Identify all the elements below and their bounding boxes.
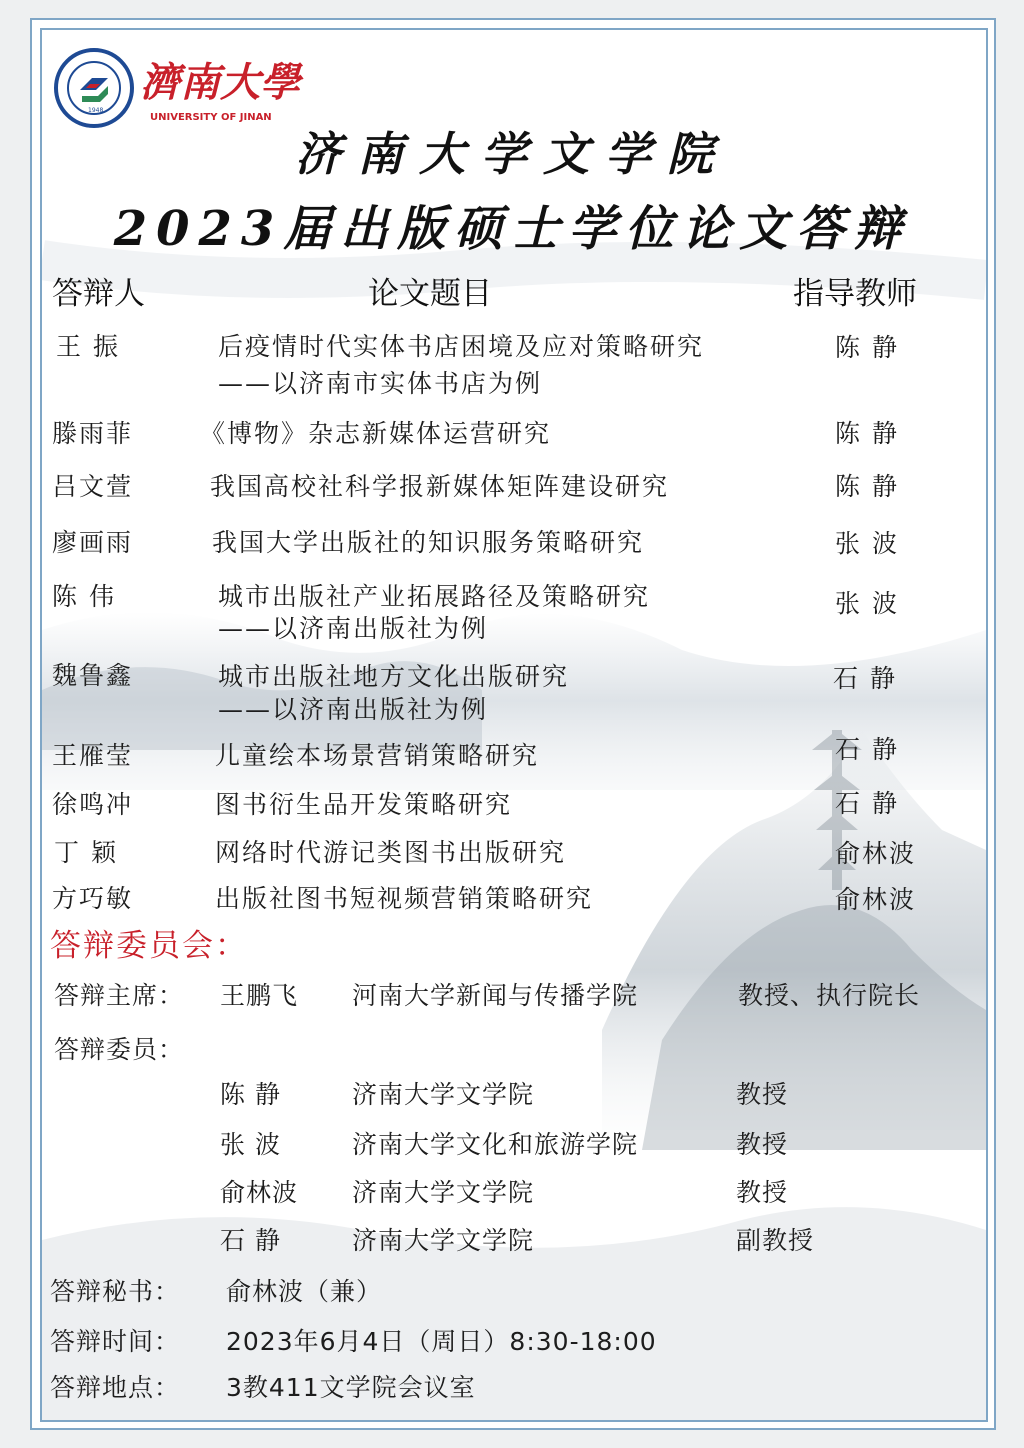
time-value: 2023年6月4日（周日）8:30-18:00 (226, 1327, 657, 1356)
thesis-title: 《博物》杂志新媒体运营研究 (200, 419, 552, 448)
logo-year: 1948 (88, 107, 104, 114)
member-name: 张 波 (220, 1130, 281, 1159)
chair-label: 答辩主席： (54, 981, 185, 1010)
thesis-name: 方巧敏 (52, 884, 134, 913)
header-advisor: 指导教师 (793, 276, 917, 312)
thesis-advisor: 陈 静 (835, 333, 899, 362)
thesis-advisor: 张 波 (835, 529, 899, 558)
member-org: 济南大学文学院 (352, 1178, 535, 1207)
member-org: 济南大学文学院 (352, 1226, 535, 1255)
thesis-name: 吕文萱 (52, 472, 134, 501)
thesis-advisor: 俞林波 (835, 885, 917, 914)
thesis-advisor: 石 静 (835, 735, 899, 764)
thesis-advisor: 张 波 (835, 589, 899, 618)
place-label: 答辩地点： (50, 1373, 181, 1402)
header-topic: 论文题目 (368, 276, 492, 312)
thesis-name: 廖画雨 (52, 528, 134, 557)
thesis-name: 王雁莹 (52, 741, 134, 770)
thesis-advisor: 陈 静 (835, 472, 899, 501)
thesis-title: 城市出版社产业拓展路径及策略研究 (218, 582, 651, 611)
member-name: 俞林波 (220, 1178, 299, 1207)
chair-role: 教授、执行院长 (738, 981, 921, 1010)
member-org: 济南大学文学院 (352, 1080, 535, 1109)
logo-calligraphy: 濟南大學 (140, 59, 300, 106)
member-org: 济南大学文化和旅游学院 (352, 1130, 639, 1159)
header-candidate: 答辩人 (52, 276, 145, 312)
committee-heading: 答辩委员会： (50, 928, 248, 964)
thesis-name: 滕雨菲 (52, 419, 134, 448)
thesis-name: 魏鲁鑫 (52, 661, 134, 690)
title-line-1: 济南大学文学院 (295, 127, 729, 181)
member-role: 教授 (736, 1080, 789, 1109)
thesis-name: 徐鸣冲 (52, 790, 134, 819)
thesis-title: 后疫情时代实体书店困境及应对策略研究 (218, 332, 705, 361)
thesis-advisor: 石 静 (833, 664, 897, 693)
title-line-2: 2023届出版硕士学位论文答辩 (113, 201, 911, 257)
thesis-advisor: 俞林波 (835, 839, 917, 868)
thesis-title: 城市出版社地方文化出版研究 (218, 662, 570, 691)
thesis-advisor: 陈 静 (835, 419, 899, 448)
thesis-subtitle: ——以济南出版社为例 (218, 614, 489, 643)
chair-org: 河南大学新闻与传播学院 (352, 981, 639, 1010)
member-role: 副教授 (736, 1226, 815, 1255)
members-label: 答辩委员： (54, 1035, 185, 1064)
chair-name: 王鹏飞 (220, 981, 299, 1010)
thesis-title: 儿童绘本场景营销策略研究 (215, 741, 540, 770)
thesis-title: 我国高校社科学报新媒体矩阵建设研究 (210, 472, 670, 501)
thesis-title: 图书衍生品开发策略研究 (215, 790, 513, 819)
thesis-name: 陈 伟 (52, 582, 116, 611)
thesis-title: 我国大学出版社的知识服务策略研究 (212, 528, 645, 557)
time-label: 答辩时间： (50, 1327, 181, 1356)
member-role: 教授 (736, 1178, 789, 1207)
member-role: 教授 (736, 1130, 789, 1159)
member-name: 陈 静 (220, 1080, 281, 1109)
thesis-advisor: 石 静 (835, 789, 899, 818)
member-name: 石 静 (220, 1226, 281, 1255)
secretary-label: 答辩秘书： (50, 1277, 181, 1306)
place-value: 3教411文学院会议室 (226, 1373, 476, 1402)
thesis-title: 出版社图书短视频营销策略研究 (215, 884, 594, 913)
thesis-subtitle: ——以济南出版社为例 (218, 695, 489, 724)
thesis-name: 王 振 (56, 332, 120, 361)
secretary-value: 俞林波（兼） (226, 1277, 383, 1306)
logo-english: UNIVERSITY OF JINAN (150, 112, 272, 123)
thesis-subtitle: ——以济南市实体书店为例 (218, 369, 543, 398)
thesis-title: 网络时代游记类图书出版研究 (215, 838, 567, 867)
thesis-name: 丁 颖 (54, 838, 118, 867)
